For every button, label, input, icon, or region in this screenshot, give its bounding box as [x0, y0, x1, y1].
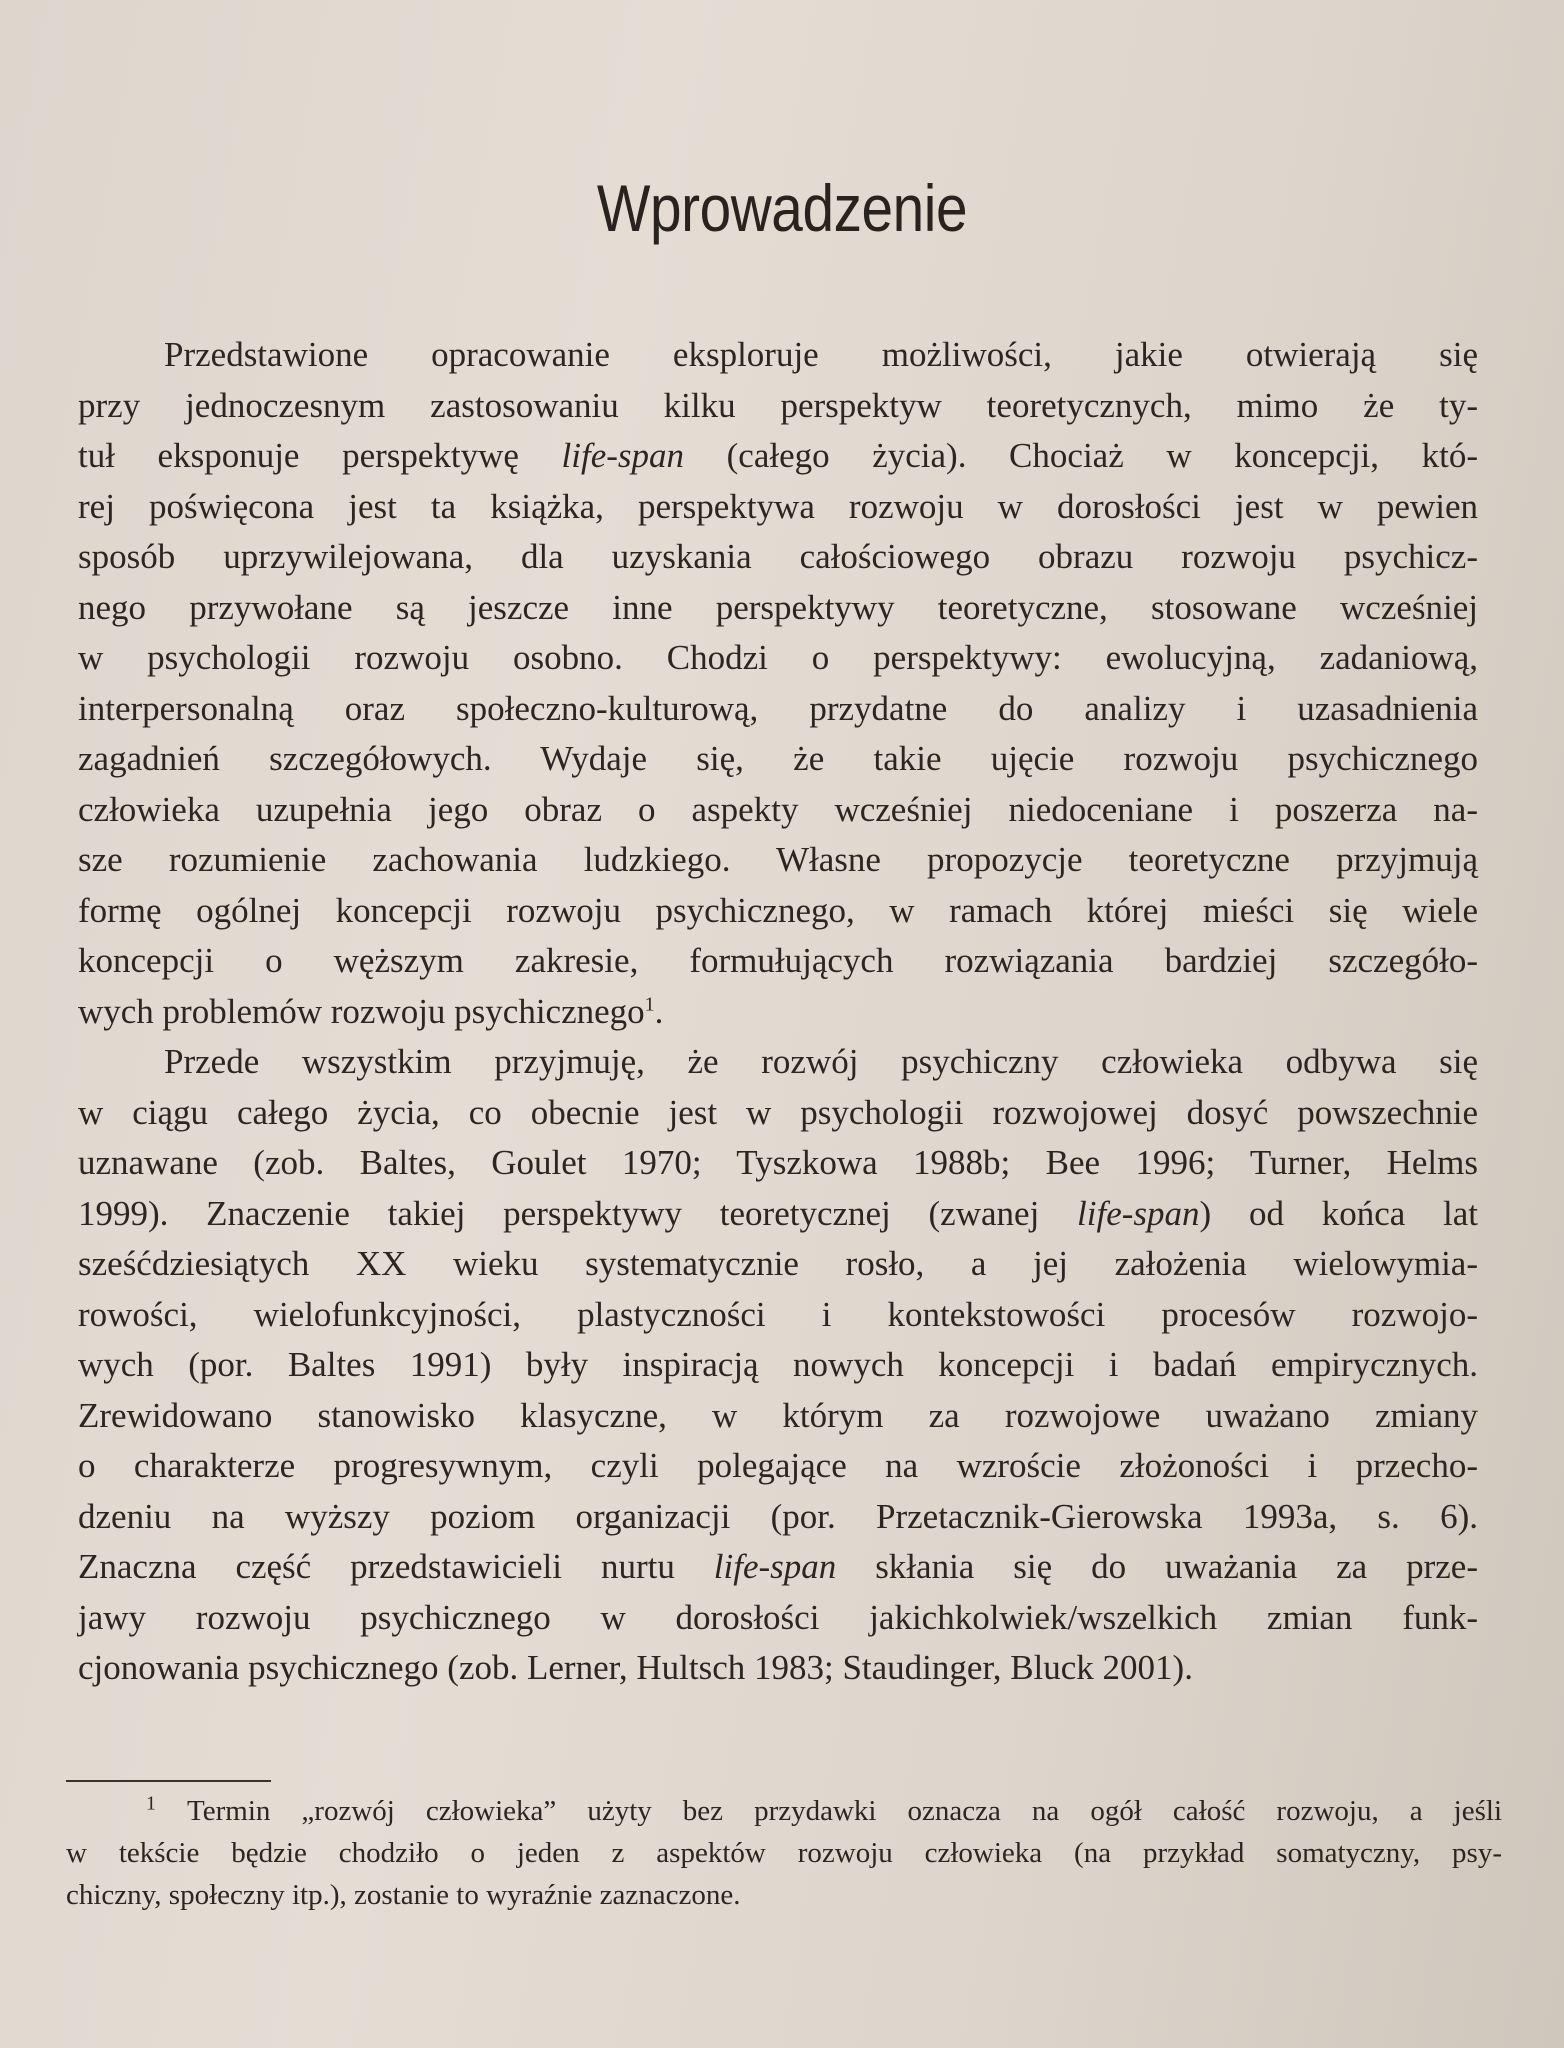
text-line [78, 1189, 1478, 1240]
page-title: Wprowadzenie [596, 171, 968, 245]
text-line: dzeniu na wyższy poziom organizacji (por. Przetacznik-Gierowska 1993a, s. 6). [78, 1496, 1478, 1536]
text-line: koncepcji o węższym zakresie, formułujących rozwiązania bardziej szczegóło- [78, 941, 1478, 980]
footnote-marker: 1 [146, 1792, 156, 1815]
paragraph-1 [78, 330, 1478, 1037]
paragraph-2 [78, 1037, 1478, 1694]
main-text [78, 330, 1478, 1694]
text-segment: wych problemów rozwoju psychicznego [78, 991, 645, 1031]
text-line: sze rozumienie zachowania ludzkiego. Własne propozycje teoretyczne przyjmują [78, 840, 1478, 879]
text-line: sposób uprzywilejowana, dla uzyskania całościowego obrazu rozwoju psychicz- [78, 537, 1478, 576]
text-line: człowieka uzupełnia jego obraz o aspekty wcześniej niedoceniane i poszerza na- [78, 789, 1478, 829]
text-line: wych (por. Baltes 1991) były inspiracją nowych koncepcji i badań empirycznych. [78, 1345, 1478, 1384]
text-line: uznawane (zob. Baltes, Goulet 1970; Tyszkowa 1988b; Bee 1996; Turner, Helms [78, 1143, 1478, 1182]
text-segment: (całego życia). Chociaż w koncepcji, któ- [726, 436, 1478, 475]
text-line [78, 431, 1478, 482]
text-line: Przede wszystkim przyjmuję, że rozwój psychiczny człowieka odbywa się [164, 1042, 1478, 1081]
text-line: Przedstawione opracowanie eksploruje możliwości, jakie otwierają się [164, 335, 1478, 374]
text-line [78, 987, 1478, 1038]
text-segment: Znaczna część przedstawicieli nurtu [78, 1547, 714, 1586]
footnote-line [66, 1790, 1502, 1832]
footnote-divider [66, 1780, 271, 1782]
footnote-line: w tekście będzie chodziło o jeden z aspektów rozwoju człowieka (na przykład somatyczny, psy- [66, 1837, 1502, 1869]
text-line: rowości, wielofunkcyjności, plastyczności i kontekstowości procesów rozwojo- [78, 1294, 1478, 1334]
text-line: sześćdziesiątych XX wieku systematycznie rosło, a jej założenia wielowymia- [78, 1244, 1478, 1283]
text-segment: ) od końca lat [1199, 1193, 1478, 1233]
text-line: w psychologii rozwoju osobno. Chodzi o perspektywy: ewolucyjną, zadaniową, [78, 638, 1478, 677]
text-segment: 1999). Znaczenie takiej perspektywy teoretycznej (zwanej [78, 1193, 1078, 1233]
text-line: o charakterze progresywnym, czyli polegające na wzroście złożoności i przecho- [78, 1446, 1478, 1485]
italic-term: life-span [713, 1547, 837, 1586]
text-segment: . [654, 991, 664, 1031]
text-line: nego przywołane są jeszcze inne perspektywy teoretyczne, stosowane wcześniej [78, 587, 1478, 627]
text-line: w ciągu całego życia, co obecnie jest w psychologii rozwojowej dosyć powszechnie [78, 1092, 1478, 1132]
footnote [66, 1790, 1502, 1916]
footnote-line: chiczny, społeczny itp.), zostanie to wyraźnie zaznaczone. [66, 1879, 741, 1911]
text-line: zagadnień szczegółowych. Wydaje się, że takie ujęcie rozwoju psychicznego [78, 739, 1478, 778]
text-line: przy jednoczesnym zastosowaniu kilku perspektyw teoretycznych, mimo że ty- [78, 385, 1478, 425]
text-line: interpersonalną oraz społeczno-kulturową, przydatne do analizy i uzasadnienia [78, 688, 1478, 728]
text-line [78, 1542, 1478, 1593]
text-line: rej poświęcona jest ta książka, perspektywa rozwoju w dorosłości jest w pewien [78, 486, 1478, 526]
text-line: cjonowania psychicznego (zob. Lerner, Hultsch 1983; Staudinger, Bluck 2001). [78, 1648, 1193, 1687]
text-line: jawy rozwoju psychicznego w dorosłości jakichkolwiek/wszelkich zmian funk- [78, 1597, 1478, 1637]
text-line: Zrewidowano stanowisko klasyczne, w którym za rozwojowe uważano zmiany [78, 1395, 1478, 1435]
italic-term: life-span [561, 436, 685, 475]
text-segment: Termin „rozwój człowieka” użyty bez przydawki oznacza na ogół całość rozwoju, a jeśli [187, 1795, 1502, 1827]
text-line: formę ogólnej koncepcji rozwoju psychicznego, w ramach której mieści się wiele [78, 890, 1478, 930]
text-segment: skłania się do uważania za prze- [836, 1547, 1478, 1586]
text-segment: tuł eksponuje perspektywę [78, 436, 562, 475]
italic-term: life-span [1077, 1193, 1200, 1233]
footnote-ref: 1 [644, 992, 655, 1015]
